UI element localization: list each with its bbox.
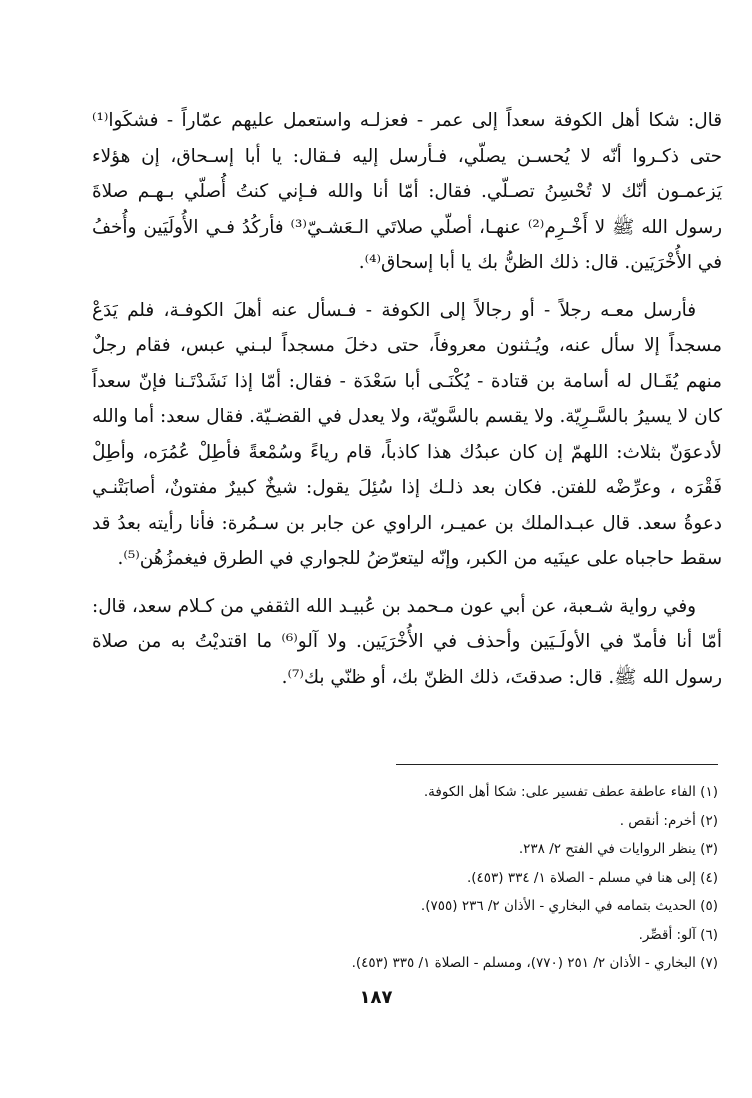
paragraph-3: وفي رواية شـعبة، عن أبي عون مـحمد بن عُبيـد الله الثقفي من كـلام سعد، قال: أمّا أنا فأمدّ في الأولَـيَين وأحذف في الأُخْرَيَين. ولا آلو⁽⁶⁾ ما اقتديْتُ به من صلاة رسول الله ﷺ. قال: صدقتَ، ذلك الظنّ بك، أو ظنّي بك⁽⁷⁾. — [92, 595, 722, 688]
footnote-4: (٤) إلى هنا في مسلم - الصلاة ١/ ٣٣٤ (٤٥٣). — [466, 869, 718, 886]
footnote-divider — [396, 764, 718, 765]
page-number: ١٨٧ — [359, 987, 393, 1008]
paragraph-1: قال: شكا أهل الكوفة سعداً إلى عمر - فعزلـه واستعمل عليهم عمّاراً - فشكَوا⁽¹⁾ حتى ذكـروا أنّه لا يُحسـن يصلّي، فـأرسل إليه فـقال: يا أبا إسـحاق، إن هؤلاء يَزعمـون أنّك لا تُحْسِنُ تصـلّي. فقال: أمّا أنا والله فـإني كنتُ أُصلّي بـهـم صلاةَ رسول الله ﷺ لا أَخْـرِم⁽²⁾ عنهـا، أصلّي صلاتَي الـعَشـيّ⁽³⁾ فأركُدُ فـي الأُولَيَين وأُخفُ في الأُخْرَيَين. قال: ذلك الظنُّ بك يا أبا إسحاق⁽⁴⁾. — [92, 110, 722, 273]
main-text — [92, 103, 722, 707]
footnotes — [120, 778, 718, 978]
footnote-3: (٣) ينظر الروايات في الفتح ٢/ ٢٣٨. — [518, 841, 718, 857]
footnote-7: (٧) البخاري - الأذان ٢/ ٢٥١ (٧٧٠)، ومسلم - الصلاة ١/ ٣٣٥ (٤٥٣). — [351, 955, 718, 971]
footnote-6: (٦) آلو: أقصِّر. — [638, 926, 718, 943]
paragraph-2: فأرسل معـه رجلاً - أو رجالاً إلى الكوفة - فـسأل عنه أهلَ الكوفـة، فلم يَدَعْ مسجداً إلا سأل عنه، ويُـثنون معروفاً، حتى دخلَ مسجداً لبـني عبس، فقام رجلٌ منهم يُقَـال له أسامة بن قتادة - يُكْنَـى أبا سَعْدَة - فقال: أمّا إذا نَشَدْتَـنا فإنّ سعداً كان لا يسيرُ بالسَّـرِيّة. ولا يقسم بالسَّويّة، ولا يعدل في القضـيّة. فقال سعد: أما والله لأدعوَنّ بثلاث: اللهمّ إن كان عبدُك هذا كاذباً، قام رياءً وسُمْعةً فأطِلْ عُمُرَه، وأطِلْ فَقْرَه ، وعرِّضْه للفتن. فكان بعد ذلـك إذا سُئِلَ يقول: شيخٌ كبيرٌ مفتونٌ، أصابَتْنـي دعوةُ سعد. قال عبـدالملك بن عميـر، الراوي عن جابر بن سـمُرة: فأنا رأيته بعدُ قد سقط حاجباه على عينَيه من الكبر، وإنّه ليتعرّضُ للجواري في الطرق فيغمزُهُن⁽⁵⁾. — [92, 299, 722, 569]
footnote-1: (١) الفاء عاطفة عطف تفسير على: شكا أهل الكوفة. — [423, 784, 718, 800]
footnote-2: (٢) أخرم: أنقص . — [619, 812, 718, 829]
footnote-5: (٥) الحديث بتمامه في البخاري - الأذان ٢/ ٢٣٦ (٧٥٥). — [420, 898, 718, 914]
